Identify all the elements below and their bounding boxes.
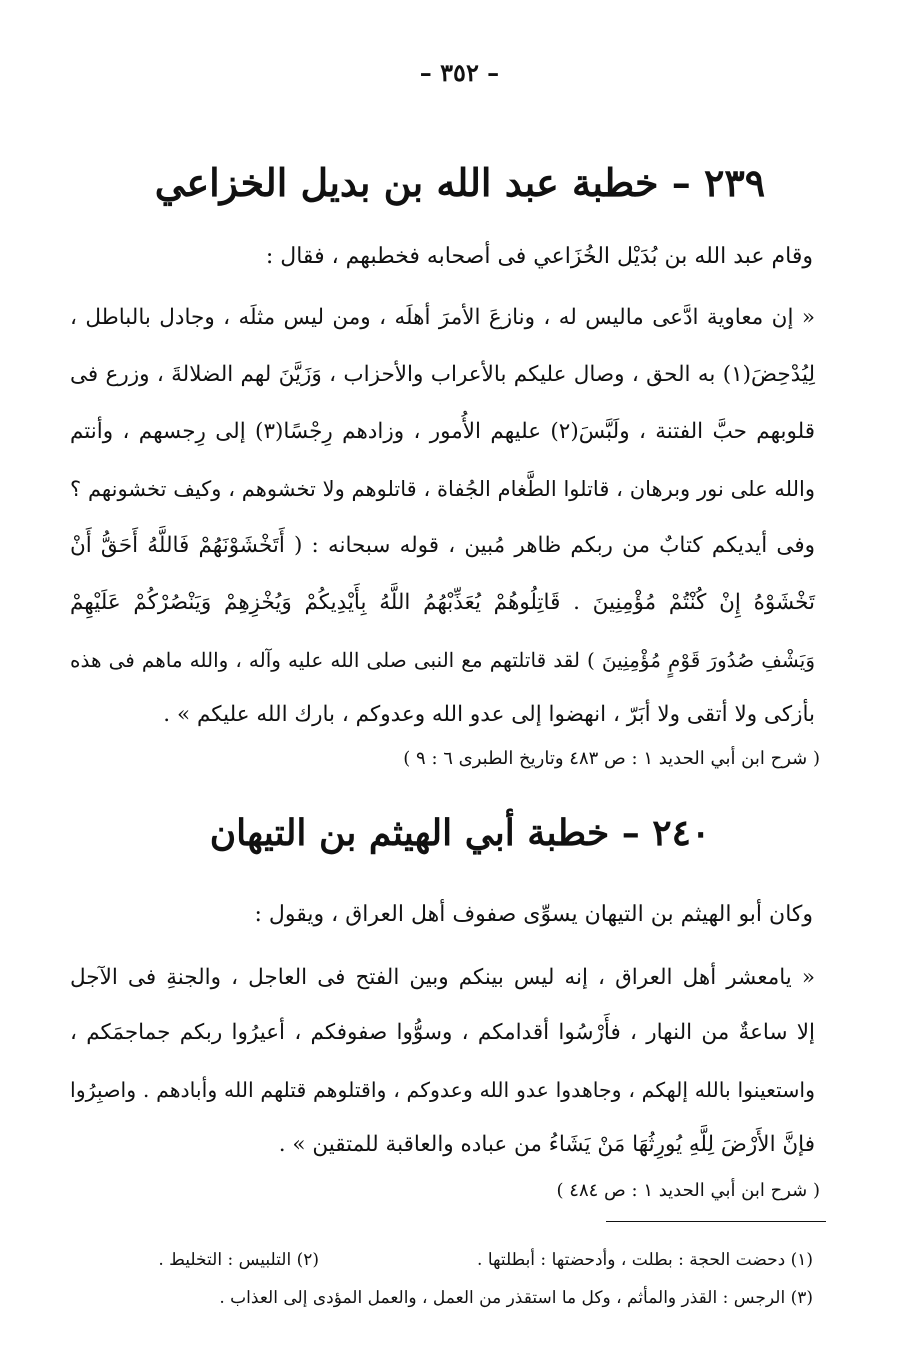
- footnote-1: (١) دحضت الحجة : بطلت ، وأدحضتها : أبطلتها .: [477, 1250, 813, 1270]
- speech-239-line-3: قلوبهم حبَّ الفتنة ، ولَبَّسَ(٢) عليهم الأُمور ، وزادهم رِجْسًا(٣) إلى رِجسهم ، وأنتم: [70, 419, 815, 444]
- speech-239-line-6: تَخْشَوْهُ إِنْ كُنْتُمْ مُؤْمِنِينَ . قَاتِلُوهُمْ يُعَذِّبْهُمُ اللَّهُ بِأَيْدِيكُمْ وَيُخْزِهِمْ وَيَنْصُرْكُمْ عَلَيْهِمْ: [70, 590, 815, 615]
- speech-239-title: ٢٣٩ – خطبة عبد الله بن بديل الخزاعي: [154, 160, 766, 205]
- speech-239-line-1: « إن معاوية ادَّعى ماليس له ، ونازعَ الأمرَ أهلَه ، ومن ليس مثلَه ، وجادل بالباطل ،: [70, 305, 815, 330]
- speech-240-source: ( شرح ابن أبي الحديد ١ : ص ٤٨٤ ): [556, 1180, 820, 1201]
- speech-239-line-8: بأزكى ولا أتقى ولا أبَرّ ، انهضوا إلى عدو الله وعدوكم ، بارك الله عليكم » .: [163, 702, 815, 727]
- speech-239-intro: وقام عبد الله بن بُدَيْل الخُزَاعي فى أصحابه فخطبهم ، فقال :: [265, 244, 813, 269]
- speech-240-title: ٢٤٠ – خطبة أبي الهيثم بن التيهان: [209, 812, 711, 854]
- footnote-2: (٢) التلبيس : التخليط .: [158, 1250, 319, 1270]
- page-number: – ٣٥٢ –: [419, 58, 500, 87]
- speech-240-line-1: « يامعشر أهل العراق ، إنه ليس بينكم وبين الفتح فى العاجل ، والجنةِ فى الآجل: [70, 965, 815, 990]
- speech-239-line-4: والله على نور وبرهان ، قاتلوا الطَّغام الجُفاة ، قاتلوهم ولا تخشوهم ، وكيف تخشونهم ؟: [70, 477, 815, 501]
- speech-240-intro: وكان أبو الهيثم بن التيهان يسوِّى صفوف أهل العراق ، ويقول :: [254, 902, 813, 927]
- speech-240-line-4: فإنَّ الأَرْضَ لِلَّهِ يُورِثُهَا مَنْ يَشَاءُ من عباده والعاقبة للمتقين » .: [278, 1132, 815, 1157]
- speech-239-source: ( شرح ابن أبي الحديد ١ : ص ٤٨٣ وتاريخ الطبرى ٦ : ٩ ): [403, 748, 820, 769]
- speech-240-line-2: إلا ساعةٌ من النهار ، فأَرْسُوا أقدامكم ، وسوُّوا صفوفكم ، أعيرُوا ربكم جماجمَكم ،: [70, 1020, 815, 1045]
- speech-239-line-7: وَيَشْفِ صُدُورَ قَوْمٍ مُؤْمِنِينَ ) لقد قاتلتهم مع النبى صلى الله عليه وآله ، والله ماهم فى هذه: [70, 648, 815, 672]
- speech-240-line-3: واستعينوا بالله إلهكم ، وجاهدوا عدو الله وعدوكم ، واقتلوهم قتلهم الله وأبادهم . واصبِرُوا: [70, 1078, 815, 1102]
- speech-239-line-2: لِيُدْحِضَ(١) به الحق ، وصال عليكم بالأعراب والأحزاب ، وَزَيَّنَ لهم الضلالةَ ، وزرع فى: [70, 362, 815, 387]
- speech-239-line-5: وفى أيديكم كتابٌ من ربكم ظاهر مُبين ، قوله سبحانه : ( أَتَخْشَوْنَهُمْ فَاللَّهُ أَحَقُّ أَنْ: [70, 533, 815, 558]
- footnote-rule: [606, 1221, 826, 1222]
- footnote-3: (٣) الرجس : القذر والمأثم ، وكل ما استقذر من العمل ، والعمل المؤدى إلى العذاب .: [219, 1288, 813, 1308]
